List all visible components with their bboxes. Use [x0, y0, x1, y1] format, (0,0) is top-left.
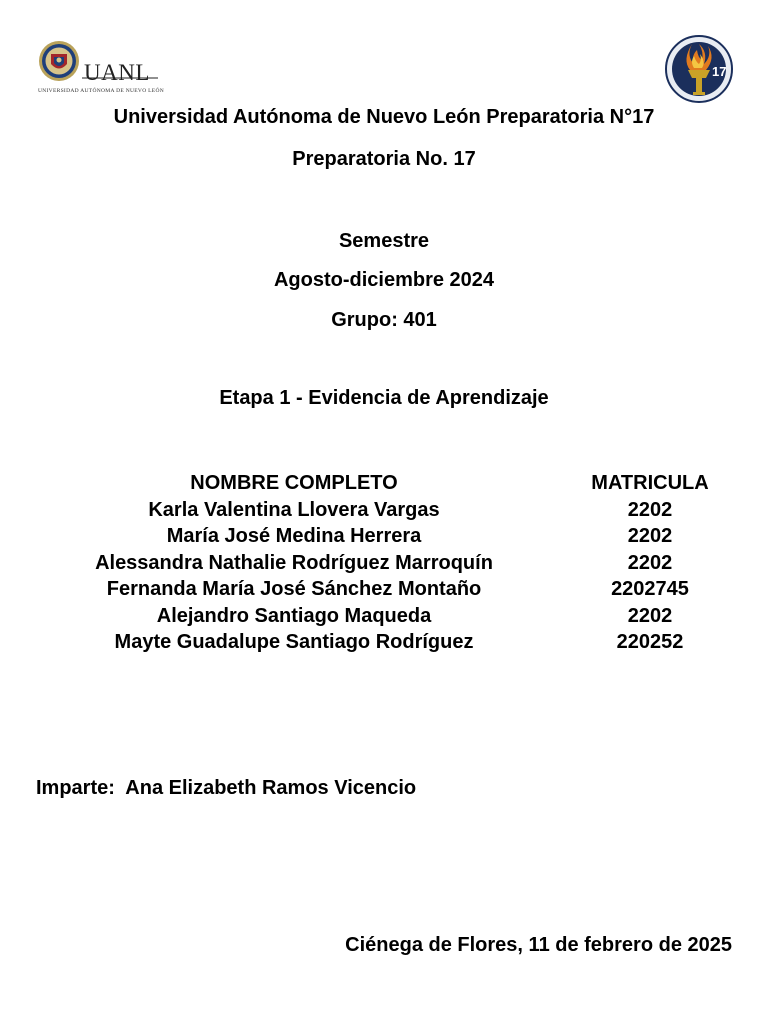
school-name: Preparatoria No. 17: [292, 148, 476, 170]
place-date: Ciénega de Flores, 11 de febrero de 2025: [345, 934, 732, 956]
table-row: [0, 605, 768, 632]
table-row: [0, 499, 768, 526]
student-id: 2202: [627, 604, 673, 627]
table-row: [0, 631, 768, 658]
prepa-logo-number: 17: [712, 64, 727, 79]
table-header: [0, 472, 768, 499]
student-id: 2202: [627, 498, 673, 521]
student-name: Mayte Guadalupe Santiago Rodríguez: [114, 631, 474, 653]
student-name: María José Medina Herrera: [166, 525, 422, 547]
table-row: [0, 552, 768, 579]
group: Grupo: 401: [331, 309, 437, 331]
prepa-17-logo: [664, 34, 734, 104]
column-header-name: NOMBRE COMPLETO: [190, 472, 398, 494]
assignment-title: Etapa 1 - Evidencia de Aprendizaje: [219, 387, 549, 409]
student-id: 220252: [616, 631, 684, 653]
student-name: Alejandro Santiago Maqueda: [156, 604, 432, 627]
table-row: [0, 525, 768, 552]
uanl-wordmark: UANL: [84, 60, 150, 85]
student-name: Fernanda María José Sánchez Montaño: [106, 578, 482, 600]
teacher-line: Imparte: Ana Elizabeth Ramos Vicencio: [36, 777, 417, 799]
column-header-id: MATRICULA: [591, 472, 709, 494]
semester-label: Semestre: [338, 230, 430, 252]
university-title: Universidad Autónoma de Nuevo León Preparatoria N°17: [113, 106, 655, 128]
student-id: 2202: [627, 551, 673, 574]
table-row: [0, 578, 768, 605]
students-table: [0, 472, 768, 658]
uanl-subtitle: UNIVERSIDAD AUTÓNOMA DE NUEVO LEÓN: [38, 88, 164, 94]
student-id: 2202745: [611, 578, 689, 600]
student-name: Alessandra Nathalie Rodríguez Marroquín: [95, 551, 493, 574]
student-name: Karla Valentina Llovera Vargas: [148, 498, 440, 521]
student-id: 2202: [627, 525, 673, 547]
term: Agosto-diciembre 2024: [273, 269, 495, 291]
